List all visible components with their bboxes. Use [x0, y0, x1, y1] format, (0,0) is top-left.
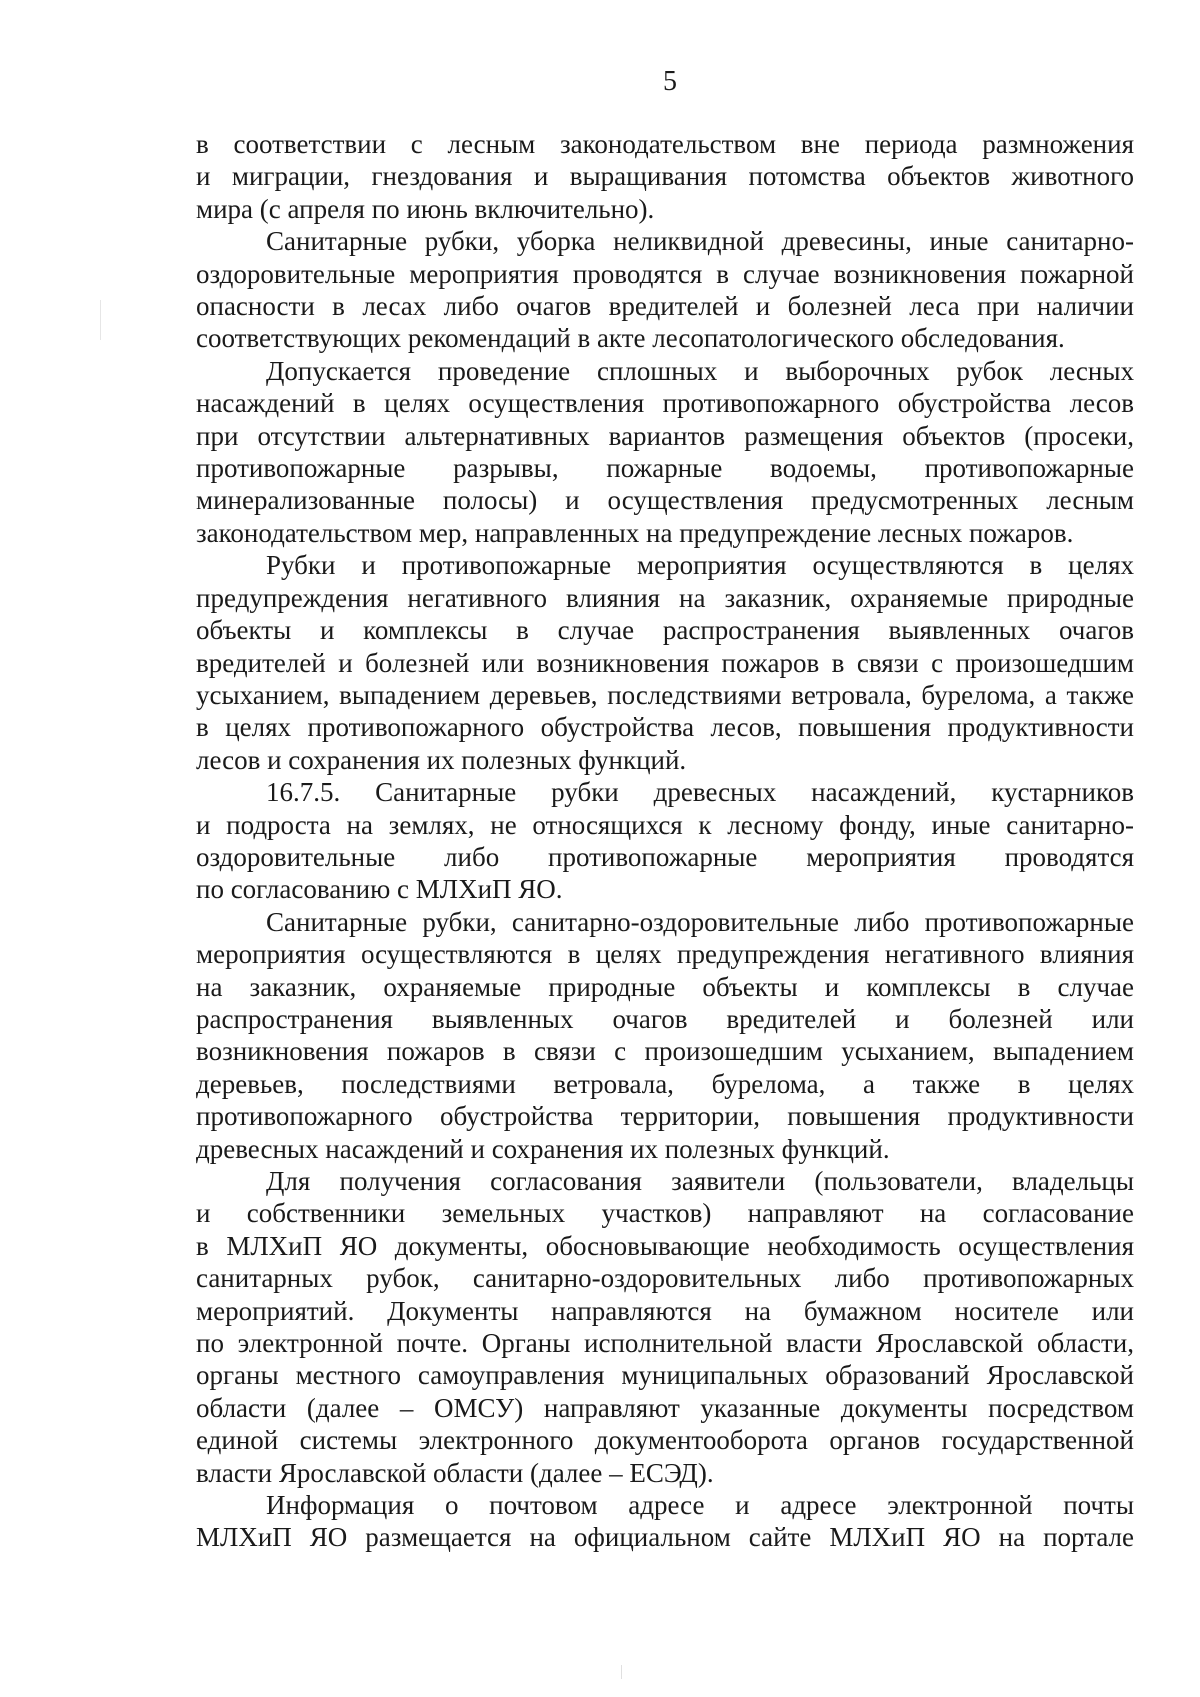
text-line: Санитарные рубки, уборка неликвидной древесины, иные санитарно-	[266, 226, 1134, 257]
paragraph	[196, 1489, 1134, 1554]
page-number: 5	[663, 66, 677, 97]
text-line: и миграции, гнездования и выращивания потомства объектов животного	[196, 161, 1134, 192]
text-line: в целях противопожарного обустройства лесов, повышения продуктивности	[196, 712, 1134, 743]
text-line: по согласованию с МЛХиП ЯО.	[196, 874, 563, 905]
text-line: в соответствии с лесным законодательством вне периода размножения	[196, 129, 1134, 159]
text-line: единой системы электронного документооборота органов государственной	[196, 1425, 1134, 1456]
text-line: Для получения согласования заявители (пользователи, владельцы	[266, 1166, 1134, 1196]
text-line: предупреждения негативного влияния на заказник, охраняемые природные	[196, 582, 1134, 613]
paragraph	[196, 128, 1134, 225]
text-line: Информация о почтовом адресе и адресе электронной почты	[266, 1490, 1134, 1521]
text-line: по электронной почте. Органы исполнительной власти Ярославской области,	[196, 1328, 1134, 1359]
text-line: возникновения пожаров в связи с произошедшим усыханием, выпадением	[196, 1036, 1134, 1067]
text-line: власти Ярославской области (далее – ЕСЭД).	[196, 1457, 714, 1488]
scan-bottom-mark	[621, 1665, 622, 1679]
paragraph	[196, 776, 1134, 906]
text-line: МЛХиП ЯО размещается на официальном сайте МЛХиП ЯО на портале	[196, 1522, 1134, 1553]
text-line: Рубки и противопожарные мероприятия осуществляются в целях	[266, 550, 1134, 581]
text-line: в МЛХиП ЯО документы, обосновывающие необходимость осуществления	[196, 1230, 1134, 1261]
paragraph	[196, 906, 1134, 1165]
text-line: Допускается проведение сплошных и выборочных рубок лесных	[266, 355, 1134, 386]
paragraph	[196, 225, 1134, 355]
text-line: лесов и сохранения их полезных функций.	[196, 744, 687, 775]
text-line: на заказник, охраняемые природные объекты и комплексы в случае	[196, 971, 1134, 1002]
text-line: распространения выявленных очагов вредителей и болезней или	[196, 1003, 1134, 1034]
text-line: оздоровительные мероприятия проводятся в случае возникновения пожарной	[196, 258, 1134, 289]
text-line: противопожарные разрывы, пожарные водоемы, противопожарные	[196, 453, 1134, 484]
paragraph	[196, 549, 1134, 776]
text-line: органы местного самоуправления муниципальных образований Ярославской	[196, 1360, 1134, 1391]
text-line: соответствующих рекомендаций в акте лесопатологического обследования.	[196, 323, 1065, 354]
text-line: насаждений в целях осуществления противопожарного обустройства лесов	[196, 388, 1134, 419]
paragraph	[196, 355, 1134, 549]
text-line: деревьев, последствиями ветровала, бурелома, а также в целях	[196, 1068, 1134, 1099]
scan-margin-mark	[100, 300, 101, 340]
text-line: Санитарные рубки, санитарно-оздоровительные либо противопожарные	[266, 906, 1134, 937]
document-body	[196, 128, 1134, 1554]
text-line: и собственники земельных участков) направляют на согласование	[196, 1198, 1134, 1229]
text-line: области (далее – ОМСУ) направляют указанные документы посредством	[196, 1392, 1134, 1423]
text-line: при отсутствии альтернативных вариантов размещения объектов (просеки,	[196, 420, 1134, 451]
text-line: минерализованные полосы) и осуществления предусмотренных лесным	[196, 485, 1134, 516]
text-line: объекты и комплексы в случае распространения выявленных очагов	[196, 615, 1134, 646]
text-line: законодательством мер, направленных на предупреждение лесных пожаров.	[196, 517, 1074, 548]
text-line: и подроста на землях, не относящихся к лесному фонду, иные санитарно-	[196, 809, 1134, 840]
text-line: противопожарного обустройства территории, повышения продуктивности	[196, 1101, 1134, 1132]
text-line: вредителей и болезней или возникновения пожаров в связи с произошедшим	[196, 647, 1134, 678]
text-line: мероприятий. Документы направляются на бумажном носителе или	[196, 1295, 1134, 1326]
paragraph	[196, 1165, 1134, 1489]
text-line: 16.7.5. Санитарные рубки древесных насаждений, кустарников	[266, 777, 1134, 808]
text-line: древесных насаждений и сохранения их полезных функций.	[196, 1133, 890, 1164]
text-line: опасности в лесах либо очагов вредителей и болезней леса при наличии	[196, 291, 1134, 322]
text-line: санитарных рубок, санитарно-оздоровительных либо противопожарных	[196, 1263, 1134, 1294]
text-line: мира (с апреля по июнь включительно).	[196, 193, 655, 224]
text-line: усыханием, выпадением деревьев, последствиями ветровала, бурелома, а также	[196, 679, 1134, 710]
text-line: мероприятия осуществляются в целях предупреждения негативного влияния	[196, 939, 1134, 970]
text-line: оздоровительные либо противопожарные мероприятия проводятся	[196, 841, 1134, 872]
